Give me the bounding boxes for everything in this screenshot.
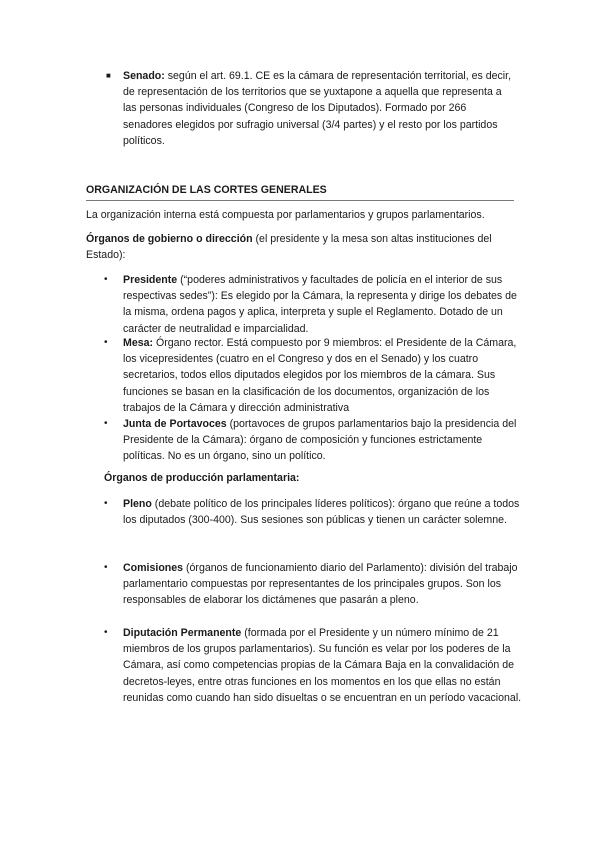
list-item-comisiones	[104, 560, 523, 609]
list-item-mesa	[104, 335, 523, 416]
senado-paragraph	[106, 68, 518, 149]
item-text: (“poderes administrativos y facultades de policía en el interior de sus respectivas sedes”): Es elegido por la Cámara, la representa y dirige los debates de la misma, ordena pagos y aplica, interpreta y suple el Reglamento. Dotado de un carácter de neutralidad e imparcialidad.	[123, 274, 517, 335]
bullet: •	[104, 418, 108, 429]
item-term: Diputación Permanente	[123, 627, 242, 639]
section-heading: ORGANIZACIÓN DE LAS CORTES GENERALES	[86, 183, 514, 201]
senado-text: según el art. 69.1. CE es la cámara de representación territorial, es decir, de representación de los territorios que se yuxtapone a aquella que representa a las personas individuales (Congreso de los Diputados). Formado por 266 senadores elegidos por sufragio universal (3/4 partes) y el resto por los partidos políticos.	[123, 70, 512, 147]
item-term: Mesa:	[123, 337, 154, 349]
list-item-junta	[104, 416, 523, 465]
senado-term: Senado:	[123, 70, 165, 82]
intro-paragraph: La organización interna está compuesta por parlamentarios y grupos parlamentarios.	[86, 209, 485, 221]
produccion-heading	[104, 470, 504, 486]
item-term: Comisiones	[123, 562, 184, 574]
bullet: •	[104, 337, 108, 348]
item-text: (debate político de los principales líderes políticos): órgano que reúne a todos los diputados (300-400). Sus sesiones son públicas y tienen un carácter solemne.	[123, 498, 520, 527]
gobierno-heading: Órganos de gobierno o dirección	[86, 233, 253, 245]
gobierno-note: (el presidente y la mesa son altas instituciones del Estado):	[86, 233, 492, 262]
list-item-pleno	[104, 496, 523, 528]
list-item-presidente	[104, 272, 523, 337]
gobierno-paragraph	[86, 231, 506, 263]
item-text: (formada por el Presidente y un número mínimo de 21 miembros de los grupos parlamentarios). Su función es velar por los poderes de la Cámara, así como competencias propias de la Cámara Baja en la convalidación de decretos-leyes, entre otras funciones en los momentos en los que ellas no están reunidas como cuando han sido disueltas o se encuentran en un período vacacional.	[123, 627, 522, 704]
list-item-diputacion	[104, 625, 523, 706]
bullet-square: ■	[106, 71, 111, 80]
item-term: Pleno	[123, 498, 152, 510]
bullet: •	[104, 498, 108, 509]
item-text: Órgano rector. Está compuesto por 9 miembros: el Presidente de la Cámara, los vicepresidentes (cuatro en el Congreso y dos en el Senado) y los cuatro secretarios, todos ellos diputados elegidos por los miembros de la cámara. Sus funciones se basan en la clasificación de los documentos, organización de los trabajos de la Cámara y dirección administrativa	[123, 337, 517, 414]
bullet: •	[104, 274, 108, 285]
item-term: Junta de Portavoces	[123, 418, 227, 430]
produccion-heading-text: Órganos de producción parlamentaria:	[104, 472, 300, 484]
item-text: (órganos de funcionamiento diario del Parlamento): división del trabajo parlamentario compuestas por representantes de los principales grupos. Son los responsables de elaborar los dictámenes que pasarán a pleno.	[123, 562, 518, 607]
bullet: •	[104, 627, 108, 638]
item-term: Presidente	[123, 274, 178, 286]
item-text: (portavoces de grupos parlamentarios bajo la presidencia del Presidente de la Cámara): órgano de composición y funciones estrictamente políticas. No es un órgano, sino un político.	[123, 418, 517, 463]
bullet: •	[104, 562, 108, 573]
